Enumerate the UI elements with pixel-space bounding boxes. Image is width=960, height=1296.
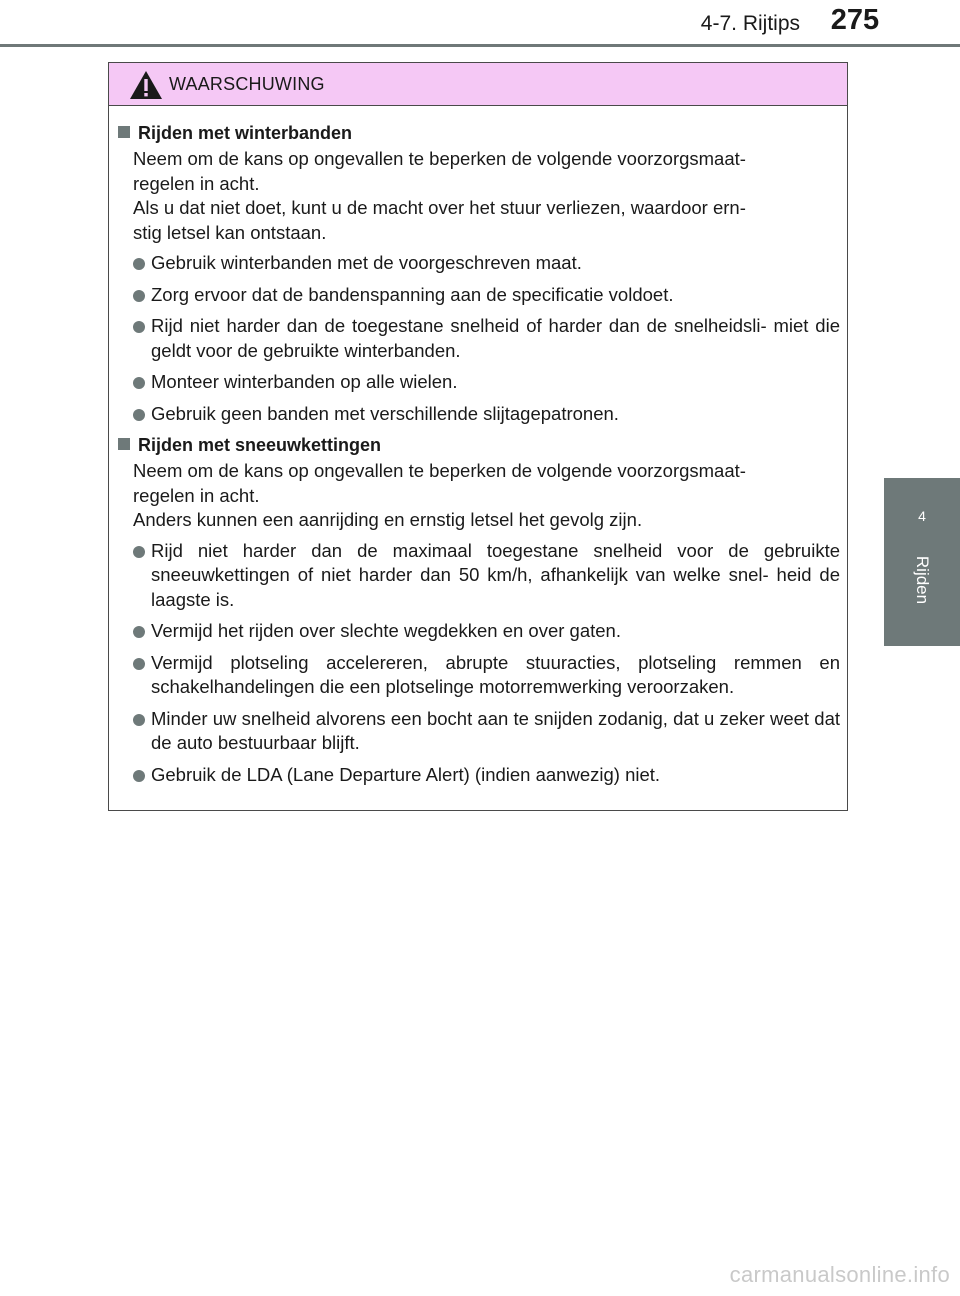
intro-line: Anders kunnen een aanrijding en ernstig letsel het gevolg zijn. bbox=[133, 509, 643, 530]
warning-box bbox=[108, 62, 848, 811]
square-bullet-icon bbox=[118, 126, 130, 138]
list-item: Gebruik winterbanden met de voorgeschreven maat. bbox=[151, 251, 840, 276]
warning-content bbox=[109, 105, 849, 794]
list-item: Gebruik geen banden met verschillende slijtagepatronen. bbox=[151, 402, 840, 427]
warning-triangle-icon bbox=[129, 70, 163, 100]
list-item: Minder uw snelheid alvorens een bocht aan te snijden zodanig, dat u zeker weet dat de auto bestuurbaar blijft. bbox=[151, 707, 840, 756]
bullet-dot-icon bbox=[133, 321, 145, 333]
chapter-side-tab[interactable] bbox=[884, 478, 960, 646]
section-heading bbox=[118, 433, 849, 457]
bullet-dot-icon bbox=[133, 290, 145, 302]
bullet-dot-icon bbox=[133, 546, 145, 558]
section-winter-tires bbox=[109, 121, 849, 426]
intro-line: regelen in acht. bbox=[133, 172, 260, 194]
chapter-label: Rijden bbox=[913, 555, 932, 605]
intro-line: regelen in acht. bbox=[133, 484, 260, 506]
intro-line: Neem om de kans op ongevallen te beperken de volgende voorzorgsmaat- bbox=[133, 460, 746, 481]
list-item: Gebruik de LDA (Lane Departure Alert) (indien aanwezig) niet. bbox=[151, 763, 840, 788]
intro-line: Neem om de kans op ongevallen te beperken de volgende voorzorgsmaat- bbox=[133, 148, 746, 169]
square-bullet-icon bbox=[118, 438, 130, 450]
section-heading bbox=[118, 121, 849, 145]
list-item: Zorg ervoor dat de bandenspanning aan de specificatie voldoet. bbox=[151, 283, 840, 308]
bullet-dot-icon bbox=[133, 258, 145, 270]
watermark: carmanualsonline.info bbox=[729, 1262, 950, 1287]
list-item: Vermijd plotseling accelereren, abrupte stuuracties, plotseling remmen en schakelhandelingen die een plotselinge motorremwerking veroorzaken. bbox=[151, 651, 840, 700]
intro-line: stig letsel kan ontstaan. bbox=[133, 221, 327, 243]
section-snow-chains bbox=[109, 433, 849, 787]
header-divider bbox=[0, 44, 960, 47]
warning-title: WAARSCHUWING bbox=[169, 74, 325, 94]
warning-header bbox=[109, 63, 847, 106]
intro-line: Als u dat niet doet, kunt u de macht over het stuur verliezen, waardoor ern- bbox=[133, 197, 746, 218]
chapter-number: 4 bbox=[918, 508, 926, 524]
list-item: Monteer winterbanden op alle wielen. bbox=[151, 370, 840, 395]
bullet-dot-icon bbox=[133, 409, 145, 421]
section-intro bbox=[133, 147, 837, 245]
bullet-dot-icon bbox=[133, 658, 145, 670]
section-intro bbox=[133, 459, 837, 533]
bullet-dot-icon bbox=[133, 714, 145, 726]
bullet-dot-icon bbox=[133, 377, 145, 389]
bullet-dot-icon bbox=[133, 626, 145, 638]
section-heading-text: Rijden met sneeuwkettingen bbox=[138, 435, 382, 455]
bullet-list bbox=[109, 539, 849, 788]
section-heading-text: Rijden met winterbanden bbox=[138, 123, 353, 143]
list-item: Vermijd het rijden over slechte wegdekken en over gaten. bbox=[151, 619, 840, 644]
bullet-list bbox=[109, 251, 849, 426]
section-title: 4-7. Rijtips bbox=[700, 12, 800, 35]
list-item: Rijd niet harder dan de toegestane snelheid of harder dan de snelheidsli- miet die geldt voor de gebruikte winterbanden. bbox=[151, 314, 840, 363]
bullet-dot-icon bbox=[133, 770, 145, 782]
page-number: 275 bbox=[830, 4, 880, 36]
list-item: Rijd niet harder dan de maximaal toegestane snelheid voor de gebruikte sneeuwkettingen of niet harder dan 50 km/h, afhankelijk van welke snel- heid de laagste is. bbox=[151, 539, 840, 613]
